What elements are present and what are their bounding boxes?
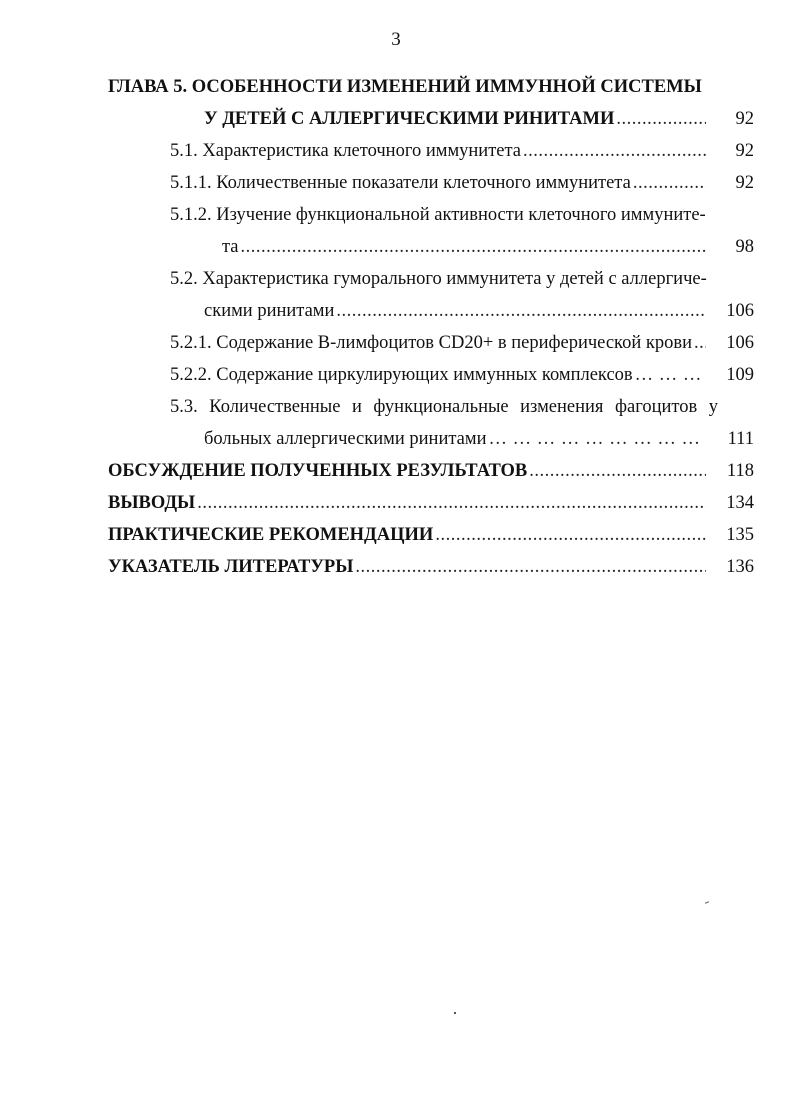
toc-discussion-title: ОБСУЖДЕНИЕ ПОЛУЧЕННЫХ РЕЗУЛЬТАТОВ [108,461,528,481]
toc-conclusions-entry[interactable] [108,490,754,516]
dot-leader [616,106,706,132]
table-of-contents [0,74,792,594]
dot-leader [633,170,706,196]
dot-leader [435,522,706,548]
toc-s5-1-2-title-text2: та [222,237,239,257]
toc-recommendations-entry[interactable] [108,522,754,548]
dot-leader [523,138,706,164]
toc-chapter5-title-text1: ГЛАВА 5. ОСОБЕННОСТИ ИЗМЕНЕНИЙ ИММУННОЙ СИСТЕМЫ [108,77,702,97]
toc-s5-2-title-line1 [170,266,718,292]
toc-s5-3-entry[interactable] [204,426,754,452]
dot-leader [336,298,706,324]
toc-s5-1-page: 92 [735,141,754,161]
toc-s5-3-page: 111 [727,429,754,449]
scan-speck [705,901,709,904]
toc-s5-1-title: 5.1. Характеристика клеточного иммунитета [170,141,522,161]
dot-leader [529,458,706,484]
toc-s5-2-1-title: 5.2.1. Содержание В-лимфоцитов CD20+ в периферической крови [170,333,693,353]
toc-s5-2-1-entry[interactable] [170,330,754,356]
dot-leader [635,362,706,388]
toc-chapter5-title-text2: У ДЕТЕЙ С АЛЛЕРГИЧЕСКИМИ РИНИТАМИ [204,109,615,129]
scan-speck [454,1012,456,1014]
toc-s5-1-2-title-text1: 5.1.2. Изучение функциональной активности клеточного иммуните- [170,205,706,225]
toc-discussion-entry[interactable] [108,458,754,484]
toc-s5-3-title-text2: больных аллергическими ринитами [204,429,487,449]
toc-s5-1-2-page: 98 [735,237,754,257]
toc-recommendations-page: 135 [726,525,754,545]
dot-leader [197,490,706,516]
toc-recommendations-title: ПРАКТИЧЕСКИЕ РЕКОМЕНДАЦИИ [108,525,434,545]
page-number: 3 [391,29,401,50]
dot-leader [355,554,706,580]
toc-s5-2-2-entry[interactable] [170,362,754,388]
toc-s5-2-2-title: 5.2.2. Содержание циркулирующих иммунных комплексов [170,365,633,385]
toc-chapter5-entry[interactable] [204,106,754,132]
toc-s5-1-1-page: 92 [735,173,754,193]
toc-s5-2-1-page: 106 [726,333,754,353]
toc-s5-3-title-line1 [170,394,718,420]
toc-s5-1-1-title: 5.1.1. Количественные показатели клеточного иммунитета [170,173,631,193]
toc-references-entry[interactable] [108,554,754,580]
toc-s5-1-2-entry[interactable] [222,234,754,260]
toc-s5-2-title-text2: скими ринитами [204,301,335,321]
toc-conclusions-page: 134 [726,493,754,513]
toc-references-page: 136 [726,557,754,577]
toc-s5-2-2-page: 109 [726,365,754,385]
toc-s5-1-1-entry[interactable] [170,170,754,196]
toc-chapter5-title-line1 [108,74,718,100]
toc-s5-3-title-text1: 5.3. Количественные и функциональные изменения фагоцитов у [170,397,718,417]
toc-s5-2-page: 106 [726,301,754,321]
dot-leader [488,426,706,452]
toc-s5-2-entry[interactable] [204,298,754,324]
dot-leader [241,234,706,260]
toc-references-title: УКАЗАТЕЛЬ ЛИТЕРАТУРЫ [108,557,354,577]
toc-discussion-page: 118 [726,461,754,481]
dot-leader [694,330,706,356]
toc-s5-2-title-text1: 5.2. Характеристика гуморального иммунитета у детей с аллергиче- [170,269,707,289]
toc-chapter5-page: 92 [735,109,754,129]
toc-conclusions-title: ВЫВОДЫ [108,493,196,513]
toc-s5-1-entry[interactable] [170,138,754,164]
toc-s5-1-2-title-line1 [170,202,718,228]
